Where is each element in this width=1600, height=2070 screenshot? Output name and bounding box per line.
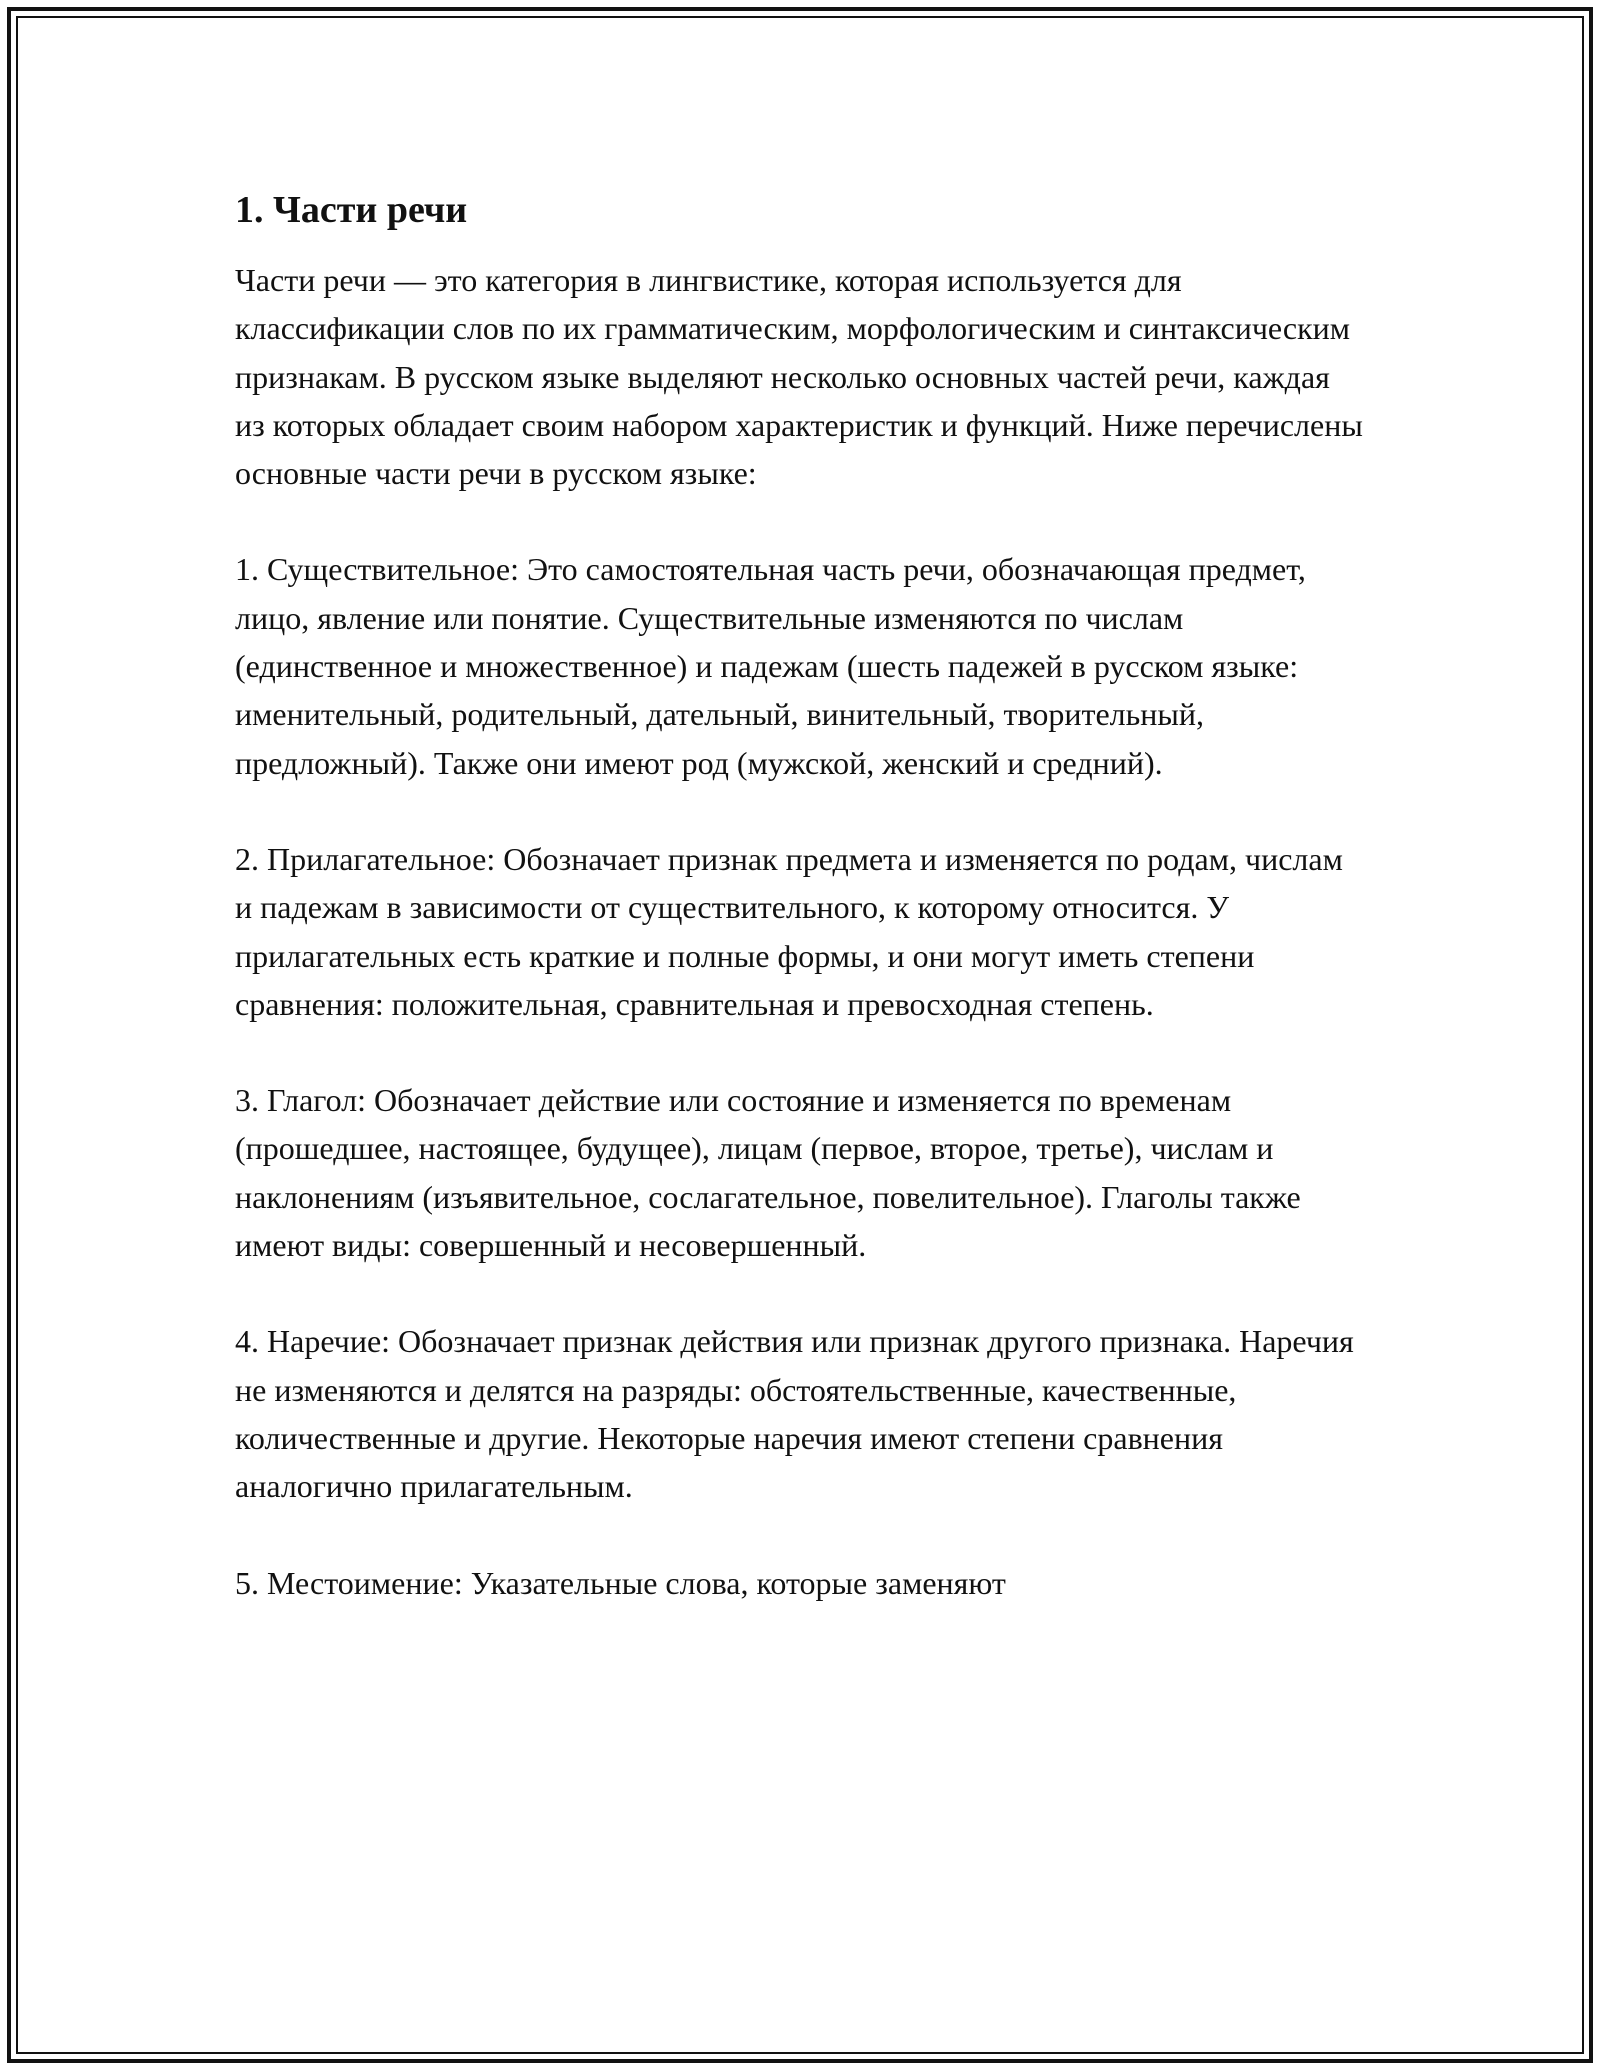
adverb-paragraph: 4. Наречие: Обозначает признак действия или признак другого признака. Наречия не изменяются и делятся на разряды: обстоятельственные, качественные, количественные и другие. Некоторые наречия имеют степени сравнения аналогично прилагательным. xyxy=(235,1323,1354,1505)
document-title: 1. Части речи xyxy=(235,189,468,231)
pronoun-paragraph: 5. Местоимение: Указательные слова, которые заменяют xyxy=(235,1564,1006,1601)
noun-paragraph: 1. Существительное: Это самостоятельная часть речи, обозначающая предмет, лицо, явление или понятие. Существительные изменяются по числам (единственное и множественное) и падежам (шесть падежей в русском языке: именительный, родительный, дательный, винительный, творительный, предложный). Также они имеют род (мужской, женский и средний). xyxy=(235,551,1306,781)
document-body xyxy=(235,186,1365,1655)
verb-paragraph: 3. Глагол: Обозначает действие или состояние и изменяется по временам (прошедшее, настоящее, будущее), лицам (первое, второе, третье), числам и наклонениям (изъявительное, сослагательное, повелительное). Глаголы также имеют виды: совершенный и несовершенный. xyxy=(235,1082,1301,1264)
adjective-paragraph: 2. Прилагательное: Обозначает признак предмета и изменяется по родам, числам и падежам в зависимости от существительного, к которому относится. У прилагательных есть краткие и полные формы, и они могут иметь степени сравнения: положительная, сравнительная и превосходная степень. xyxy=(235,840,1343,1022)
intro-paragraph: Части речи — это категория в лингвистике, которая используется для классификации слов по их грамматическим, морфологическим и синтаксическим признакам. В русском языке выделяют несколько основных частей речи, каждая из которых обладает своим набором характеристик и функций. Ниже перечислены основные части речи в русском языке: xyxy=(235,262,1363,492)
